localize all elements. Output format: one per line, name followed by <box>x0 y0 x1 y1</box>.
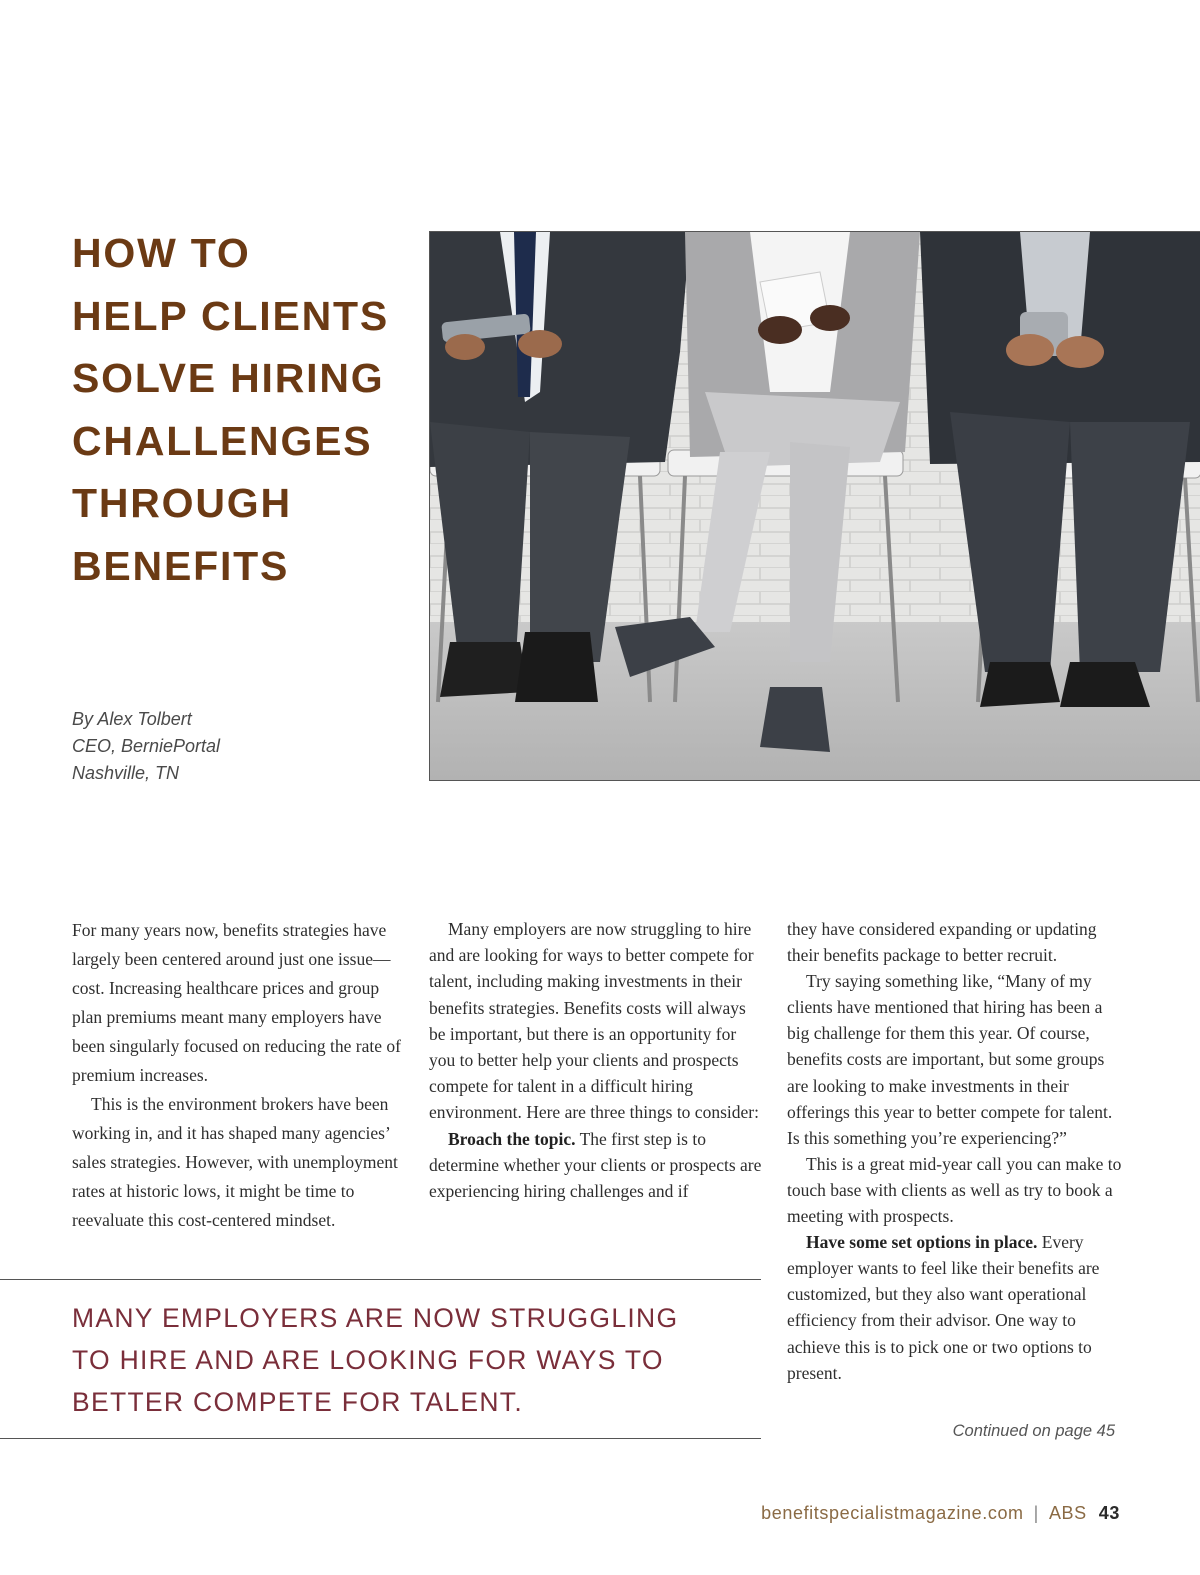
paragraph-text: Every employer wants to feel like their benefits are customized, but they also want operational efficiency from their advisor. One way to achieve this is to pick one or two options to present. <box>787 1232 1100 1383</box>
page-footer <box>761 1503 1120 1524</box>
pullquote-bottom-rule <box>0 1438 761 1439</box>
pullquote-line: MANY EMPLOYERS ARE NOW STRUGGLING <box>72 1303 679 1333</box>
paragraph <box>429 1126 764 1205</box>
pullquote-top-rule <box>0 1279 761 1280</box>
author-name: By Alex Tolbert <box>72 709 192 729</box>
headline-line: BENEFITS <box>72 542 290 589</box>
body-column-1 <box>72 916 407 1235</box>
hero-photo <box>429 231 1200 781</box>
headline-line: THROUGH <box>72 480 292 526</box>
footer-site: benefitspecialistmagazine.com <box>761 1503 1024 1523</box>
paragraph: For many years now, benefits strategies have largely been centered around just one issue—cost. Increasing healthcare prices and group plan premiums meant many employers have been singularly focused on reducing the rate of premium increases. <box>72 920 401 1085</box>
body-column-2 <box>429 916 764 1204</box>
pullquote-line: BETTER COMPETE FOR TALENT. <box>72 1387 523 1417</box>
paragraph-lead: Have some set options in place. <box>806 1232 1038 1253</box>
hero-photo-illustration <box>430 232 1200 780</box>
headline-line: CHALLENGES <box>72 417 373 464</box>
paragraph: Try saying something like, “Many of my clients have mentioned that hiring has been a big challenge for them this year. Of course, benefits costs are important, but some groups are looking to make investments in their offerings this year to better compete for talent. Is this something you’re experiencing?” <box>787 971 1113 1148</box>
headline-line: SOLVE HIRING <box>72 355 385 401</box>
author-title: CEO, BerniePortal <box>72 736 221 756</box>
paragraph-lead: Broach the topic. <box>448 1128 576 1149</box>
continued-note: Continued on page 45 <box>952 1422 1115 1440</box>
body-column-3 <box>787 916 1127 1386</box>
page-number: 43 <box>1098 1503 1120 1523</box>
footer-publication: ABS <box>1048 1503 1087 1523</box>
paragraph: This is the environment brokers have been working in, and it has shaped many agencies’ sales strategies. However, with unemployment rates at historic lows, it might be time to reevaluate this cost-centered mindset. <box>72 1094 398 1230</box>
headline-line: HOW TO <box>72 230 251 276</box>
pull-quote <box>72 1297 752 1423</box>
paragraph: they have considered expanding or updating their benefits package to better recruit. <box>787 919 1097 966</box>
headline-line: HELP CLIENTS <box>72 292 389 339</box>
author-location: Nashville, TN <box>72 763 180 783</box>
paragraph <box>787 1229 1127 1386</box>
footer-separator: | <box>1033 1503 1039 1523</box>
pullquote-line: TO HIRE AND ARE LOOKING FOR WAYS TO <box>72 1345 664 1375</box>
paragraph-text: The first step is to determine whether your clients or prospects are experiencing hiring challenges and if <box>429 1128 762 1202</box>
article-headline <box>72 222 417 597</box>
paragraph: This is a great mid-year call you can make to touch base with clients as well as try to book a meeting with prospects. <box>787 1153 1122 1227</box>
author-byline <box>72 706 220 787</box>
paragraph: Many employers are now struggling to hire and are looking for ways to better compete for talent, including making investments in their benefits strategies. Benefits costs will always be important, but there is an opportunity for you to better help your clients and prospects compete for talent in a difficult hiring environment. Here are three things to consider: <box>429 919 759 1123</box>
